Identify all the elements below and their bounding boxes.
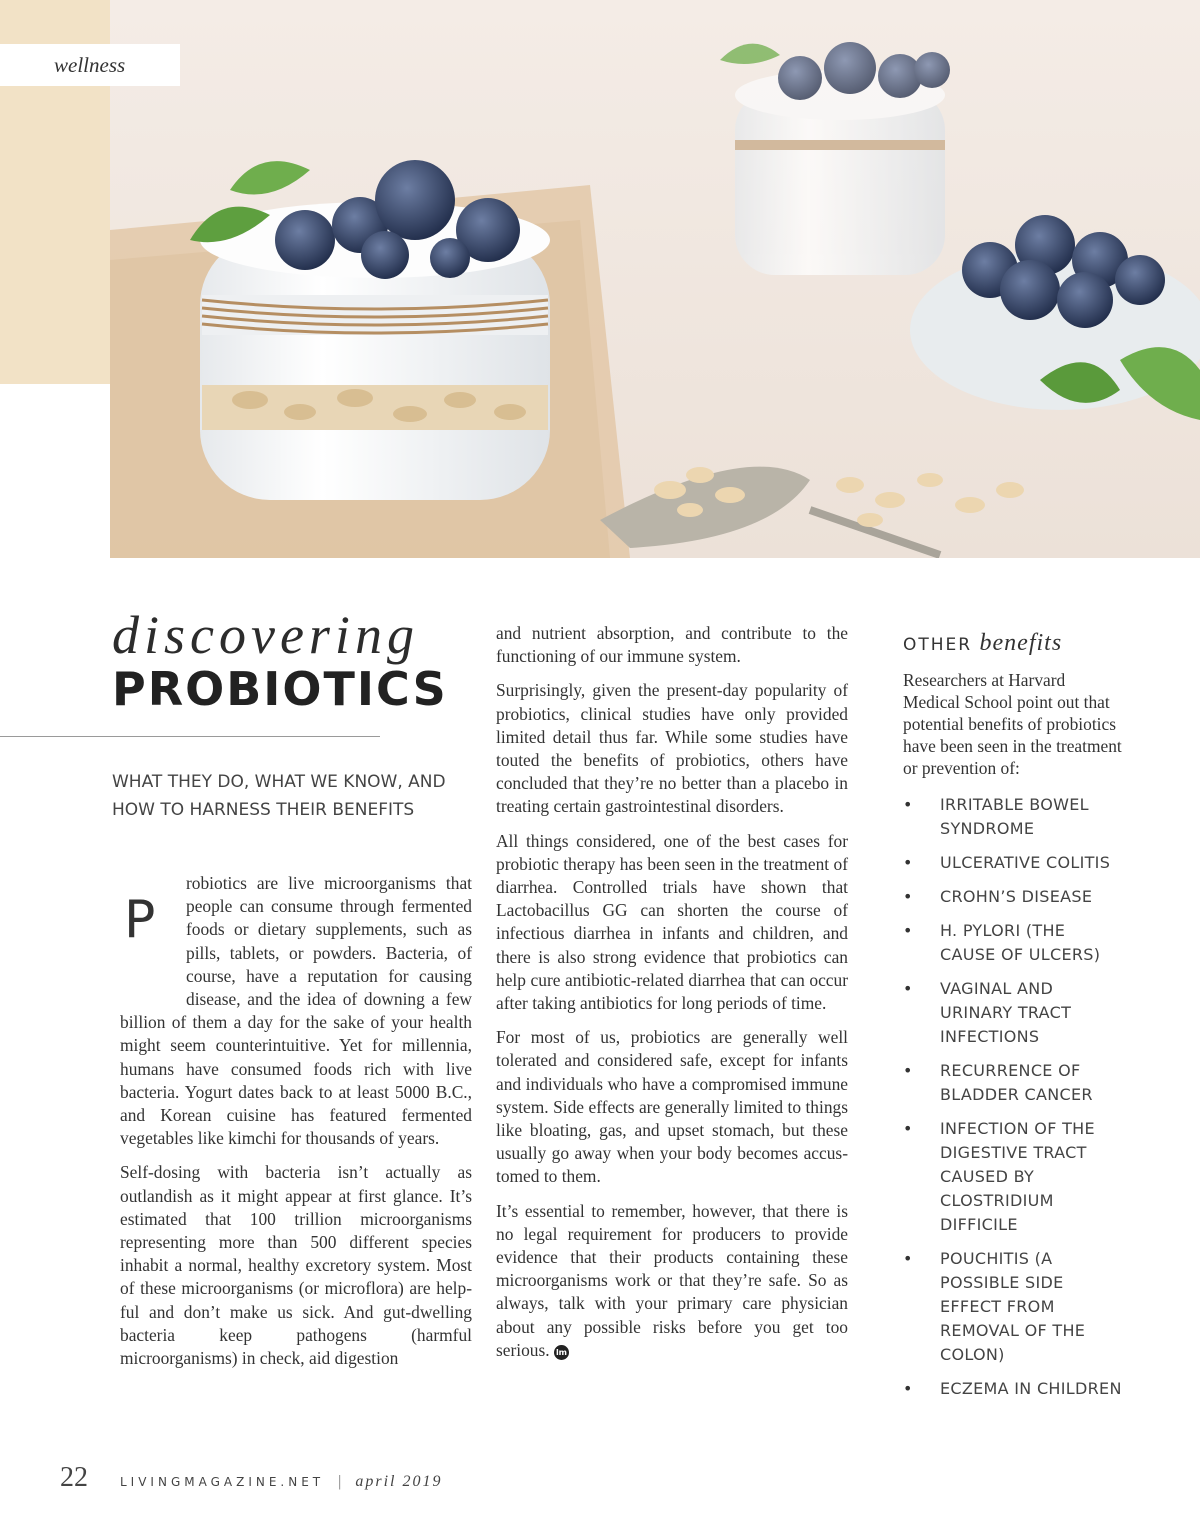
end-mark-icon: lm [554, 1345, 569, 1360]
sidebar-heading [903, 630, 1123, 657]
list-item [903, 1377, 1123, 1401]
list-item-text: INFECTION OF THE DIGESTIVE TRACT CAUSED BY CLOSTRIDIUM DIFFICILE [940, 1119, 1095, 1234]
article-column-1 [120, 872, 472, 1381]
list-item-text: POUCHITIS (A POSSIBLE SIDE EFFECT FROM REMOVAL OF THE COLON) [940, 1249, 1086, 1364]
bullet-icon: • [903, 887, 913, 906]
list-item [903, 919, 1123, 967]
section-tag: wellness [0, 44, 180, 86]
bullet-icon: • [903, 853, 913, 872]
list-item-text: ULCERATIVE COLITIS [940, 853, 1111, 872]
bullet-icon: • [903, 979, 913, 998]
paragraph: All things considered, one of the best cases for probiotic therapy has been seen in the treatment of diarrhea. Controlled trials have shown that Lactobacillus GG can shorten the course of infectious diarrhea in infants and children, and there is also strong evidence that probiotics can help cure antibiotic-related diarrhea that can occur after taking antibiotics for long periods of time. [496, 830, 848, 1014]
site-link[interactable]: LIVINGMAGAZINE.NET [120, 1475, 325, 1489]
paragraph: For most of us, probiotics are generally well tolerated and considered safe, except for infants and individuals who have a compromised immune system. Side effects are generally limited to things like bloating, gas, and upset stomach, but these usually go away when your body becomes accustomed to them. [496, 1027, 848, 1187]
title-divider [0, 736, 380, 737]
list-item [903, 851, 1123, 875]
title-bold: PROBIOTICS [112, 662, 448, 716]
paragraph: Self-dosing with bacteria isn’t actually as outlandish as it might appear at first glance. It’s estimated that 100 trillion microorganisms representing more than 500 different species inhabit a normal, healthy excretory system. Most of these microorganisms (or microflora) are helpful and don’t make us sick. And gut-dwelling bacteria keep pathogens (harmful microorganisms) in check, aid digestion [120, 1162, 472, 1369]
sidebar-intro: Researchers at Harvard Medical School point out that potential benefits of probiotics have been seen in the treatment or prevention of: [903, 670, 1122, 778]
paragraph: and nutrient absorption, and contribute to the functioning of our immune system. [496, 623, 848, 667]
list-item [903, 1247, 1123, 1367]
list-item-text: CROHN’S DISEASE [940, 887, 1093, 906]
hero-photo [110, 0, 1200, 558]
subheading: WHAT THEY DO, WHAT WE KNOW, AND HOW TO HARNESS THEIR BENEFITS [112, 772, 446, 820]
paragraph [496, 1200, 848, 1362]
footer-separator: | [338, 1473, 342, 1490]
list-item [903, 885, 1123, 909]
bullet-icon: • [903, 1249, 913, 1268]
paragraph [120, 872, 472, 1150]
sidebar-other-benefits [903, 630, 1123, 1411]
sidebar-heading-italic: benefits [979, 630, 1063, 656]
bullet-icon: • [903, 1119, 913, 1138]
bullet-icon: • [903, 921, 913, 940]
yogurt-parfait-illustration [110, 0, 1200, 558]
title-script: discovering [112, 605, 419, 665]
benefits-list [903, 793, 1123, 1401]
drop-cap: P [124, 890, 156, 950]
list-item-text: VAGINAL AND URINARY TRACT INFECTIONS [940, 979, 1072, 1046]
list-item [903, 793, 1123, 841]
list-item-text: H. PYLORI (THE CAUSE OF ULCERS) [940, 921, 1101, 964]
page-footer [60, 1462, 442, 1494]
article-column-2 [496, 622, 848, 1373]
list-item [903, 1117, 1123, 1237]
bullet-icon: • [903, 1061, 913, 1080]
bullet-icon: • [903, 795, 913, 814]
sidebar-heading-caps: OTHER [903, 635, 973, 655]
issue-date: april 2019 [355, 1473, 443, 1490]
list-item-text: RECURRENCE OF BLADDER CANCER [940, 1061, 1093, 1104]
list-item [903, 1059, 1123, 1107]
bullet-icon: • [903, 1379, 913, 1398]
list-item [903, 977, 1123, 1049]
paragraph-text: It’s essential to remember, however, that there is no legal requirement for producers to provide evidence that their products containing these microorganisms work or that they’re safe. So as always, talk with your primary care physician about any possible risks before you get too serious. [496, 1200, 848, 1360]
list-item-text: ECZEMA IN CHILDREN [940, 1379, 1122, 1398]
paragraph: Surprisingly, given the present-day popularity of probiotics, clinical studies have only provided limited detail thus far. While some studies have touted the benefits of probiotics, others have concluded that they’re no better than a placebo in treating certain gastrointestinal disorders. [496, 680, 848, 817]
page-number: 22 [60, 1462, 88, 1493]
paragraph-text: robiotics are live microorganisms that people can consume through fermented foods or dietary supplements, such as pills, tablets, or powders. Bacteria, of course, have a reputation for causing disease, and the idea of downing a few billion of them a day for the sake of your health might seem counterintuitive. Yet for millennia, humans have consumed foods rich with live bacteria. Yogurt dates back to at least 5000 B.C., and Korean cuisine has featured fermented vegetables like kimchi for thousands of years. [120, 873, 472, 1149]
list-item-text: IRRITABLE BOWEL SYNDROME [940, 795, 1089, 838]
